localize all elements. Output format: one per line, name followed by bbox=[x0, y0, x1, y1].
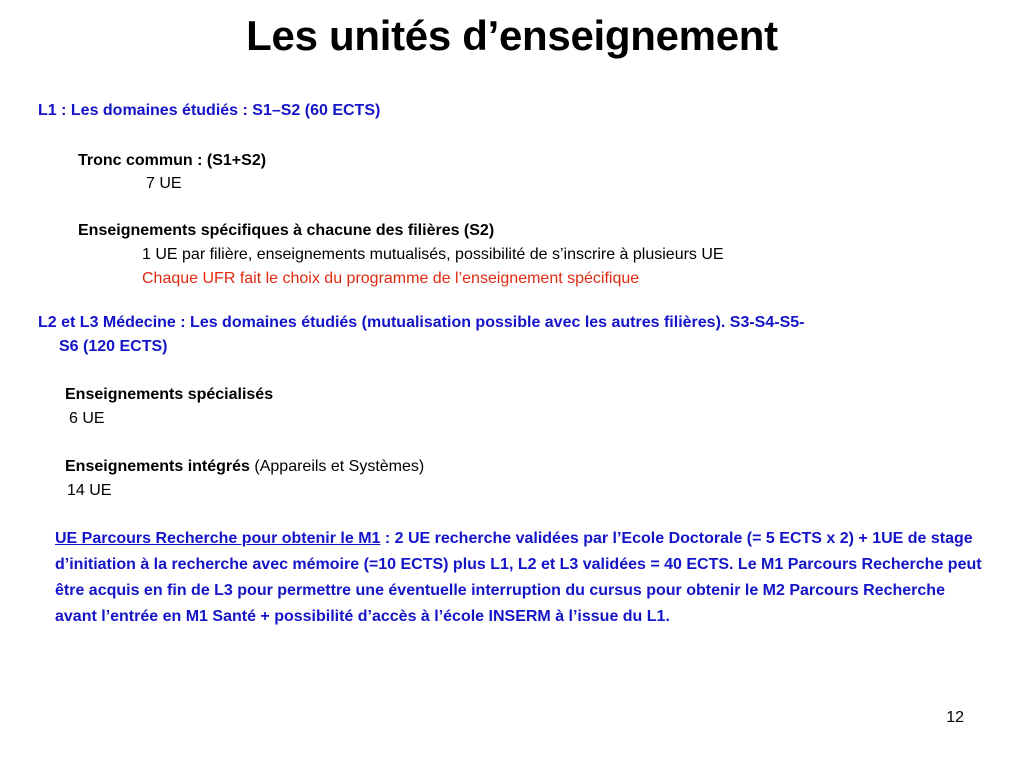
tronc-commun-heading: Tronc commun : (S1+S2) bbox=[78, 152, 267, 169]
recherche-link[interactable]: UE Parcours Recherche pour obtenir le M1 bbox=[55, 530, 381, 547]
specialises-heading: Enseignements spécialisés bbox=[65, 386, 274, 403]
page-number: 12 bbox=[946, 709, 964, 726]
specifiques-line1: 1 UE par filière, enseignements mutualisés, possibilité de s’inscrire à plusieurs UE bbox=[142, 246, 724, 263]
specifiques-heading: Enseignements spécifiques à chacune des filières (S2) bbox=[78, 222, 495, 239]
l2l3-heading-line1: L2 et L3 Médecine : Les domaines étudiés (mutualisation possible avec les autres filières). S3-S4-S5- bbox=[38, 314, 805, 331]
integres-line bbox=[65, 457, 424, 477]
tronc-commun-detail: 7 UE bbox=[146, 175, 182, 192]
l1-heading: L1 : Les domaines étudiés : S1–S2 (60 ECTS) bbox=[38, 102, 381, 119]
slide-title: Les unités d’enseignement bbox=[246, 12, 778, 59]
integres-detail: 14 UE bbox=[67, 482, 112, 499]
specialises-detail: 6 UE bbox=[69, 410, 105, 427]
l2l3-heading-line2: S6 (120 ECTS) bbox=[59, 338, 168, 355]
integres-suffix: (Appareils et Systèmes) bbox=[249, 458, 425, 475]
recherche-body: : 2 UE recherche validées par l’Ecole Doctorale (= 5 ECTS x 2) + 1UE de stage d’initiation à la recherche avec mémoire (=10 ECTS) plus L1, L2 et L3 validées = 40 ECTS. Le M1 Parcours Recherche peut être acquis en fin de L3 pour permettre une éventuelle interruption du cursus pour obtenir le M2 Parcours Recherche avant l’entrée en M1 Santé + possibilité d’accès à l’école INSERM à l’issue du L1. bbox=[55, 530, 982, 625]
integres-heading: Enseignements intégrés bbox=[65, 458, 250, 475]
specifiques-line2: Chaque UFR fait le choix du programme de l’enseignement spécifique bbox=[142, 270, 640, 287]
recherche-paragraph bbox=[55, 526, 985, 630]
